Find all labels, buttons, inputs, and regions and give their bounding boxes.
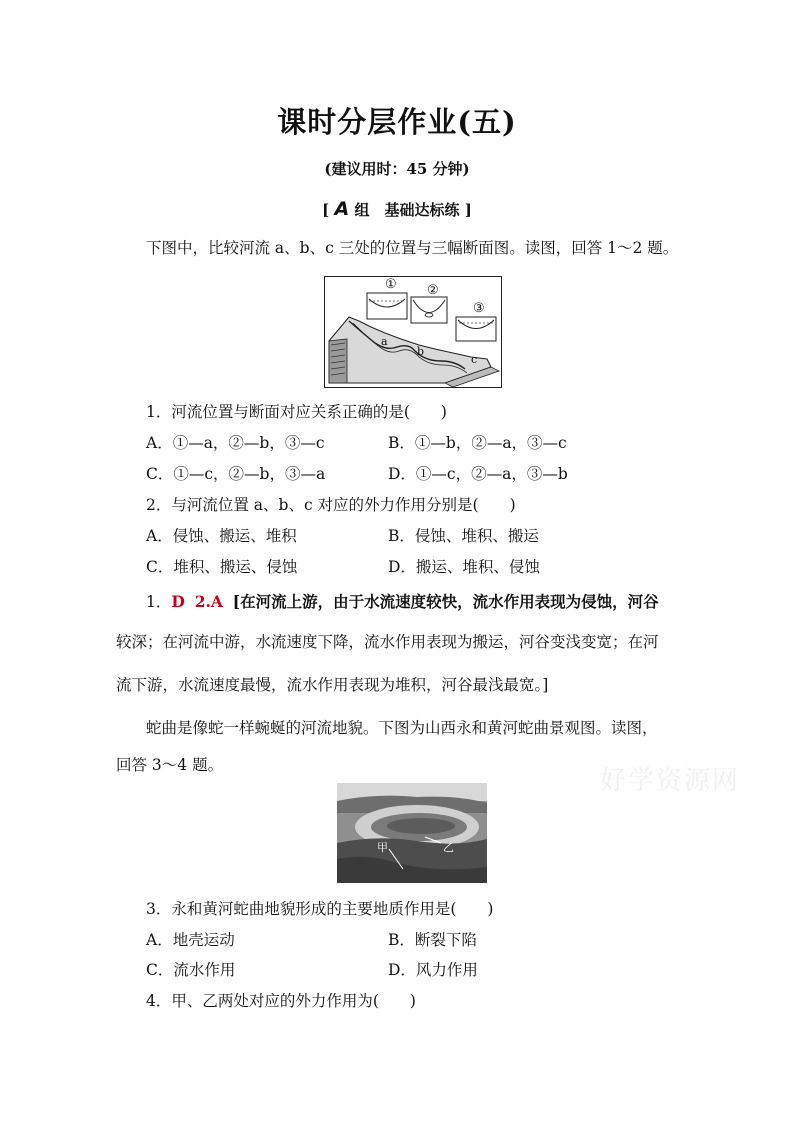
q3-option-a: A．地壳运动 [146,931,235,949]
q1-option-d: D．①—c，②—a，③—b [388,465,568,483]
intro-q1-2: 下图中，比较河流 a、b、c 三处的位置与三幅断面图。读图，回答 1～2 题。 [146,239,679,257]
explanation-line-2: 较深；在河流中游，水流速度下降，流水作用表现为搬运，河谷变浅变宽；在河 [116,633,659,651]
group-heading [0,198,794,220]
point-label-b: b [417,345,425,358]
group-bracket-open: [ [322,201,330,219]
q2-option-a: A．侵蚀、搬运、堆积 [146,527,297,545]
suggested-time: (建议用时：45 分钟) [324,160,470,178]
meander-photo-figure [337,783,487,883]
answer-2-value: A [210,592,223,611]
intro-q3-4-line-2: 回答 3～4 题。 [116,756,224,774]
q3-option-d: D．风力作用 [388,961,478,979]
label-yi: 乙 [443,841,454,854]
river-profile-diagram [325,277,501,387]
group-label: 组 基础达标练 [354,201,460,219]
question-2-stem: 2．与河流位置 a、b、c 对应的外力作用分别是( ) [146,496,516,514]
explanation-line-1: [在河流上游，由于水流速度较快，流水作用表现为侵蚀，河谷 [232,592,659,611]
section-label-2: ② [427,283,439,298]
answer-1-number: 1． [146,593,172,611]
answer-2-number: 2. [194,592,211,611]
question-1-stem: 1．河流位置与断面对应关系正确的是( ) [146,403,447,421]
river-profile-figure [324,276,502,388]
question-3-stem: 3．永和黄河蛇曲地貌形成的主要地质作用是( ) [146,900,494,918]
watermark-text: 好学资源网 [600,766,741,796]
group-letter: A [334,198,350,220]
section-label-3: ③ [473,301,485,316]
q3-option-c: C．流水作用 [146,961,236,979]
q2-option-c: C．堆积、搬运、侵蚀 [146,558,298,576]
q3-option-b: B．断裂下陷 [388,931,477,949]
group-bracket-close: ] [464,201,472,219]
q2-option-d: D．搬运、堆积、侵蚀 [388,558,540,576]
question-4-stem: 4．甲、乙两处对应的外力作用为( ) [146,992,416,1010]
label-jia: 甲 [377,841,388,854]
point-label-c: c [471,353,478,366]
explanation-line-3: 流下游，水流速度最慢，流水作用表现为堆积，河谷最浅最宽。] [116,676,549,694]
intro-q3-4-line-1: 蛇曲是像蛇一样蜿蜒的河流地貌。下图为山西永和黄河蛇曲景观图。读图， [146,719,658,737]
q2-option-b: B．侵蚀、堆积、搬运 [388,527,539,545]
q1-option-c: C．①—c，②—b，③—a [146,465,326,483]
answer-1-value: D [171,592,185,611]
point-label-a: a [381,335,388,348]
meander-photo [337,783,487,883]
q1-option-b: B．①—b，②—a，③—c [388,434,567,452]
page-title: 课时分层作业(五) [277,105,517,139]
q1-option-a: A．①—a，②—b，③—c [146,434,325,452]
answer-1-2 [146,590,659,612]
section-label-1: ① [385,277,397,292]
